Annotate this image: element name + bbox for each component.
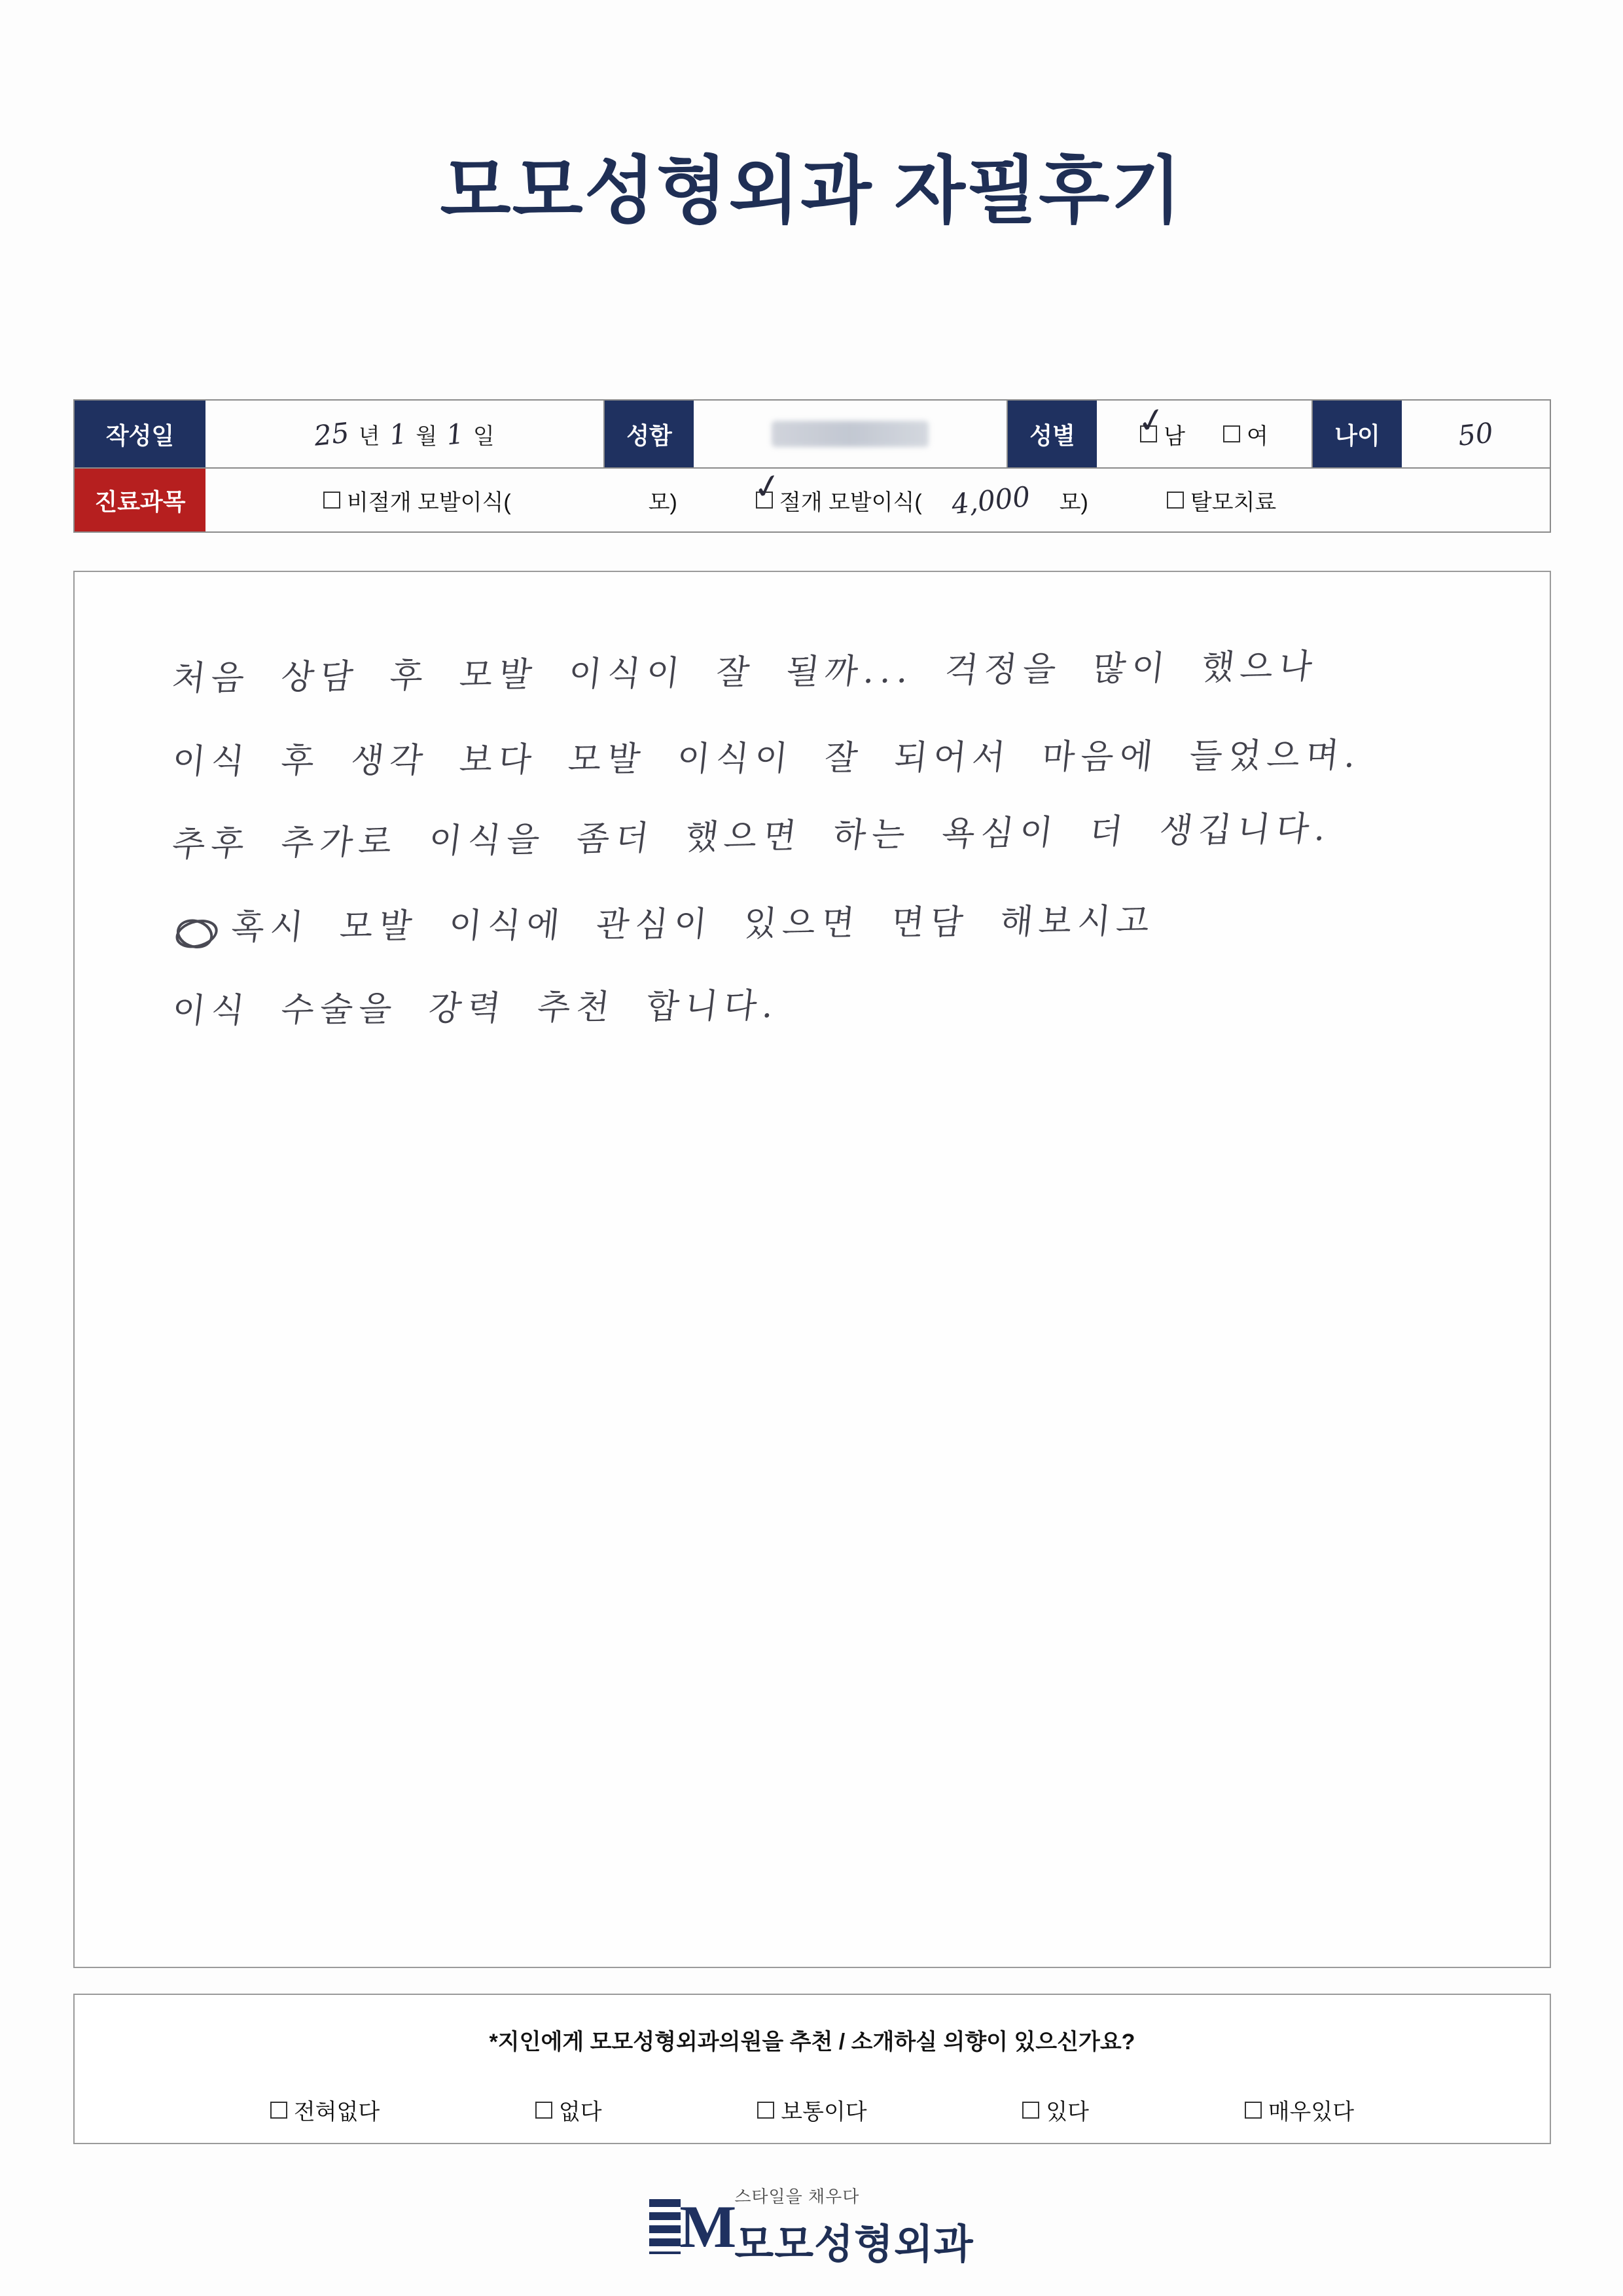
review-line: 이식 후 생각 보다 모발 이식이 잘 되어서 마음에 들었으며. xyxy=(170,736,1364,781)
checkbox-never[interactable] xyxy=(270,2102,287,2119)
sex-option-female[interactable] xyxy=(1223,418,1268,450)
survey-option-no[interactable] xyxy=(535,2094,602,2126)
dept-option-nonincision-unit: 모) xyxy=(648,490,677,515)
review-line-with-scribble xyxy=(170,891,1474,949)
scribble-mark-icon xyxy=(171,913,223,948)
checkbox-female[interactable] xyxy=(1223,425,1240,442)
name-value-cell[interactable] xyxy=(694,401,1008,467)
recommendation-survey xyxy=(73,1994,1551,2144)
department-options-cell[interactable] xyxy=(205,465,1550,531)
date-year-unit: 년 xyxy=(358,423,380,449)
dept-option-incision[interactable] xyxy=(749,465,1088,520)
survey-option-yes[interactable] xyxy=(1022,2094,1089,2126)
sex-value-cell[interactable] xyxy=(1097,401,1313,467)
age-label: 나이 xyxy=(1313,401,1402,467)
patient-info-table xyxy=(73,399,1551,533)
survey-option-never[interactable] xyxy=(270,2094,380,2126)
page-title: 모모성형외과 자필후기 xyxy=(440,150,1183,232)
dept-option-incision-label: 절개 모발이식( xyxy=(779,490,922,515)
review-line: 추후 추가로 이식을 좀더 했으면 하는 욕심이 더 생깁니다. xyxy=(169,809,1334,865)
dept-option-nonincision[interactable] xyxy=(323,484,677,516)
survey-options xyxy=(75,2094,1550,2126)
age-value-cell[interactable] xyxy=(1402,401,1550,467)
name-masked-value xyxy=(772,421,929,447)
review-line: 이식 수술을 강력 추천 합니다. xyxy=(169,986,782,1031)
sex-option-male-label: 남 xyxy=(1164,423,1185,449)
clinic-name: 모모성형외과 xyxy=(734,2222,974,2267)
survey-option-neutral[interactable] xyxy=(757,2094,866,2126)
sex-label: 성별 xyxy=(1008,401,1097,467)
dept-option-incision-unit: 모) xyxy=(1059,490,1088,515)
name-label: 성함 xyxy=(605,401,694,467)
clinic-logo-icon xyxy=(649,2193,737,2260)
handwritten-review-area[interactable] xyxy=(73,571,1551,1968)
survey-question: *지인에게 모모성형외과의원을 추천 / 소개하실 의향이 있으신가요? xyxy=(489,2030,1135,2054)
checkbox-incision[interactable] xyxy=(756,492,773,509)
dept-option-hairloss-treatment-label: 탈모치료 xyxy=(1190,490,1277,515)
dept-option-incision-value: 4,000 xyxy=(950,480,1032,520)
logo-text-block xyxy=(734,2183,973,2270)
checkbox-nonincision[interactable] xyxy=(323,492,340,509)
clinic-slogan: 스타일을 채우다 xyxy=(734,2187,860,2206)
check-mark-icon: ✓ xyxy=(1134,399,1169,442)
checkbox-no[interactable] xyxy=(535,2102,552,2119)
checkbox-very-yes[interactable] xyxy=(1245,2102,1262,2119)
review-line: 처음 상담 후 모발 이식이 잘 될까... 걱정을 많이 했으나 xyxy=(170,647,1321,698)
checkbox-male[interactable] xyxy=(1140,425,1157,442)
checkbox-neutral[interactable] xyxy=(757,2102,774,2119)
survey-option-very-yes-label: 매우있다 xyxy=(1268,2100,1355,2125)
survey-option-yes-label: 있다 xyxy=(1046,2100,1090,2125)
date-month-value: 1 xyxy=(387,417,408,451)
date-value-cell[interactable] xyxy=(205,401,605,467)
check-mark-icon: ✓ xyxy=(749,465,785,509)
survey-option-very-yes[interactable] xyxy=(1245,2094,1354,2126)
info-row-department xyxy=(75,467,1550,531)
department-label: 진료과목 xyxy=(75,469,205,531)
date-day-value: 1 xyxy=(444,417,466,451)
logo-bars-icon xyxy=(649,2199,681,2254)
dept-option-nonincision-value xyxy=(511,493,648,507)
dept-option-nonincision-label: 비절개 모발이식( xyxy=(347,490,511,515)
review-line-text: 혹시 모발 이식에 관심이 있으면 면담 해보시고 xyxy=(229,901,1158,948)
info-row-primary xyxy=(75,401,1550,467)
survey-option-never-label: 전혀없다 xyxy=(293,2100,380,2125)
date-label: 작성일 xyxy=(75,401,205,467)
date-month-unit: 월 xyxy=(416,423,438,449)
survey-option-no-label: 없다 xyxy=(558,2100,602,2125)
checkbox-hairloss-treatment[interactable] xyxy=(1167,492,1184,509)
sex-option-female-label: 여 xyxy=(1247,423,1268,449)
date-year-value: 25 xyxy=(312,416,351,452)
sex-option-male[interactable] xyxy=(1134,399,1185,450)
handwritten-lines xyxy=(169,647,1471,1066)
dept-option-hairloss-treatment[interactable] xyxy=(1167,484,1276,516)
date-day-unit: 일 xyxy=(473,423,495,449)
footer-logo xyxy=(0,2183,1623,2270)
date-group xyxy=(314,418,495,450)
checkbox-yes[interactable] xyxy=(1022,2102,1039,2119)
logo-letter: M xyxy=(679,2193,737,2260)
survey-option-neutral-label: 보통이다 xyxy=(781,2100,867,2125)
age-value: 50 xyxy=(1456,416,1495,452)
